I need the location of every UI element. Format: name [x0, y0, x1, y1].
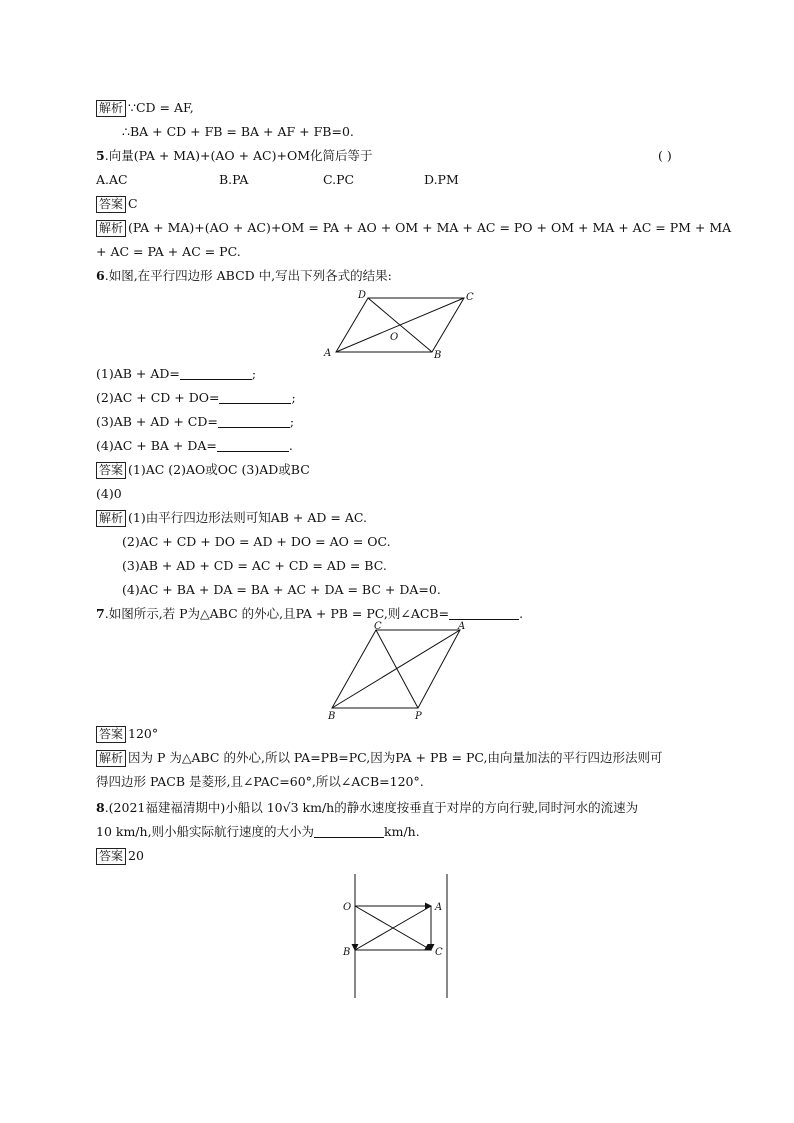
- answer-blank[interactable]: [449, 605, 519, 620]
- fig-label-o: O: [343, 902, 352, 913]
- fig-label-b: B: [328, 711, 336, 722]
- analysis-tag: 解析: [96, 220, 126, 237]
- q5-paren: ( ): [658, 148, 672, 163]
- answer-blank[interactable]: [217, 437, 289, 452]
- q6-item-1: (1)AB + AD= ;: [96, 366, 257, 381]
- q6-analysis-line1: 解析 (1)由平行四边形法则可知AB + AD = AC.: [96, 508, 367, 528]
- q8-stem-line2: 10 km/h,则小船实际航行速度的大小为 km/h.: [96, 824, 420, 839]
- answer-tag: 答案: [96, 462, 126, 479]
- q4-analysis-line2: ∴BA + CD + FB = BA + AF + FB=0.: [122, 124, 354, 139]
- fig-label-c: C: [435, 947, 443, 958]
- q7-rhombus-figure: [322, 620, 472, 722]
- q6-parallelogram-figure: [318, 286, 478, 360]
- q7-analysis-line2: 得四边形 PACB 是菱形,且∠PAC=60°,所以∠ACB=120°.: [96, 774, 424, 789]
- answer-tag: 答案: [96, 196, 126, 213]
- q6-answer-line1: 答案 (1)AC (2)AO或OC (3)AD或BC: [96, 460, 310, 480]
- q6-answer-line2: (4)0: [96, 486, 122, 501]
- answer-blank[interactable]: [180, 365, 252, 380]
- fig-label-b: B: [434, 350, 442, 360]
- answer-tag: 答案: [96, 726, 126, 743]
- q8-stem-line1: 8.(2021福建福清期中)小船以 10√3 km/h的静水速度按垂直于对岸的方向行驶,同时河水的流速为: [96, 800, 639, 815]
- q4-analysis-line1: 解析 ∵CD = AF,: [96, 98, 194, 118]
- q7-stem: 7.如图所示,若 P为△ABC 的外心,且PA + PB = PC,则∠ACB= .: [96, 606, 524, 621]
- fig-label-a: A: [435, 902, 443, 913]
- analysis-tag: 解析: [96, 750, 126, 767]
- q6-item-3: (3)AB + AD + CD= ;: [96, 414, 295, 429]
- answer-blank[interactable]: [218, 413, 290, 428]
- answer-blank[interactable]: [219, 389, 291, 404]
- q6-item-2: (2)AC + CD + DO= ;: [96, 390, 296, 405]
- q5-analysis-line2: + AC = PA + AC = PC.: [96, 244, 241, 259]
- fig-label-c: C: [466, 292, 474, 303]
- q6-stem: 6.如图,在平行四边形 ABCD 中,写出下列各式的结果:: [96, 268, 392, 283]
- answer-blank[interactable]: [314, 823, 384, 838]
- analysis-tag: 解析: [96, 510, 126, 527]
- q5-stem: 5.向量(PA + MA)+(AO + AC)+OM化简后等于: [96, 148, 373, 163]
- q7-analysis-line1: 解析 因为 P 为△ABC 的外心,所以 PA=PB=PC,因为PA + PB = PC,由向量加法的平行四边形法则可: [96, 748, 662, 768]
- analysis-tag: 解析: [96, 100, 126, 117]
- q6-analysis-line2: (2)AC + CD + DO = AD + DO = AO = OC.: [122, 534, 391, 549]
- q5-option-a: A.AC: [96, 172, 128, 187]
- q5-option-d: D.PM: [424, 172, 459, 187]
- q8-river-figure: [336, 870, 456, 1002]
- q5-option-b: B.PA: [219, 172, 249, 187]
- q5-analysis-line1: 解析 (PA + MA)+(AO + AC)+OM = PA + AO + OM + MA + AC = PO + OM + MA + AC = PM + MA: [96, 218, 731, 238]
- q7-answer: 答案 120°: [96, 724, 158, 744]
- q5-option-c: C.PC: [323, 172, 355, 187]
- fig-label-c: C: [374, 621, 382, 632]
- fig-label-o: O: [390, 332, 399, 343]
- q6-item-4: (4)AC + BA + DA= .: [96, 438, 293, 453]
- fig-label-b: B: [343, 947, 351, 958]
- fig-label-a: A: [458, 621, 466, 632]
- fig-label-d: D: [358, 290, 367, 301]
- q6-analysis-line3: (3)AB + AD + CD = AC + CD = AD = BC.: [122, 558, 387, 573]
- fig-label-p: P: [415, 711, 422, 722]
- q8-answer: 答案 20: [96, 846, 144, 866]
- answer-tag: 答案: [96, 848, 126, 865]
- q6-analysis-line4: (4)AC + BA + DA = BA + AC + DA = BC + DA=0.: [122, 582, 441, 597]
- q5-answer: 答案 C: [96, 194, 138, 214]
- fig-label-a: A: [324, 348, 332, 359]
